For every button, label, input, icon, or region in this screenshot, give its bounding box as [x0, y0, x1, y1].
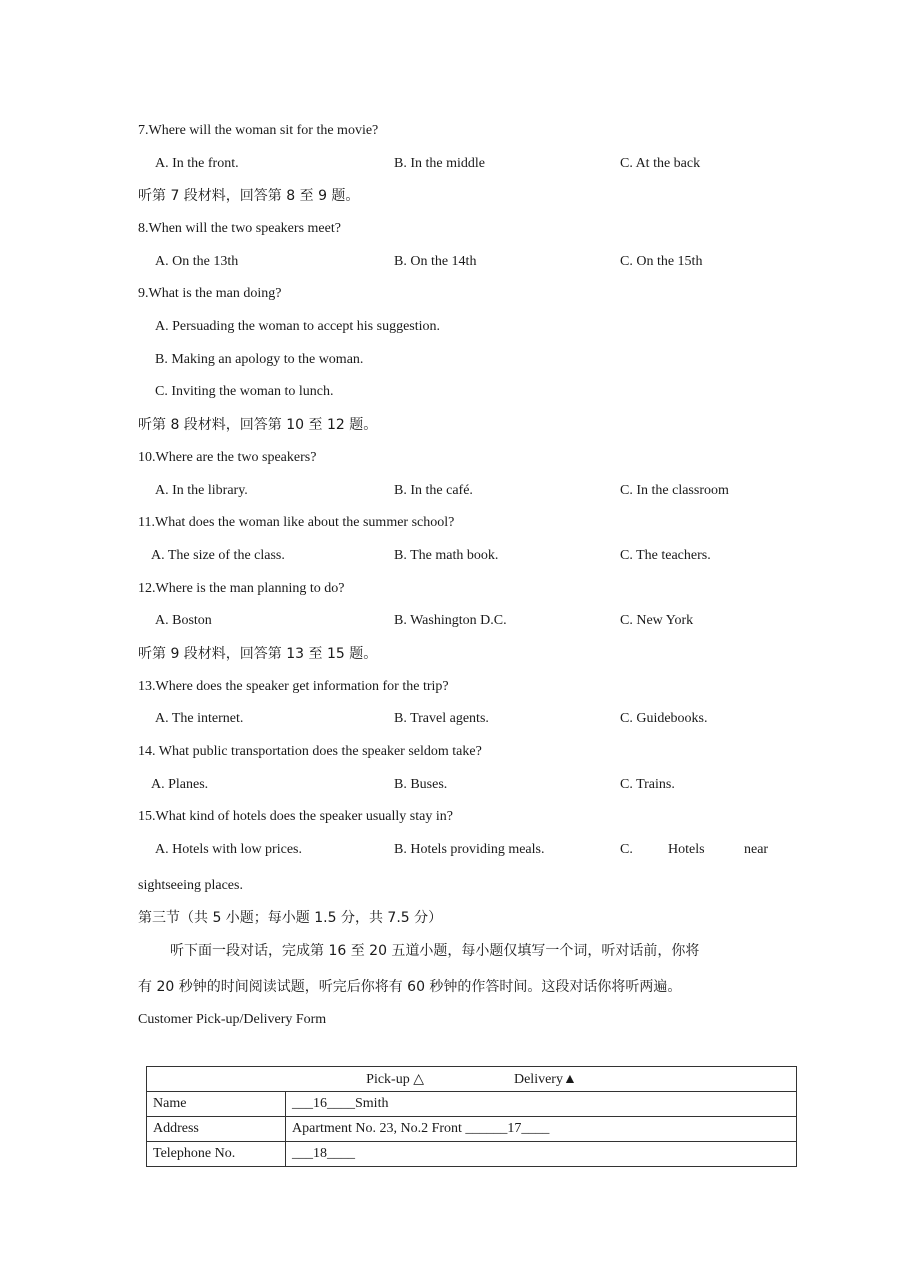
question-12-option-c: C. New York: [620, 613, 694, 628]
question-14-stem: 14. What public transportation does the speaker seldom take?: [138, 744, 482, 759]
question-13-option-a: A. The internet.: [155, 711, 244, 726]
part3-heading: 第三节（共 5 小题；每小题 1.5 分，共 7.5 分）: [138, 910, 443, 926]
question-9-option-c: C. Inviting the woman to lunch.: [155, 384, 334, 399]
table-row: [147, 1092, 797, 1117]
pickup-delivery-form-table: [146, 1066, 797, 1167]
question-9-option-a: A. Persuading the woman to accept his suggestion.: [155, 319, 441, 334]
question-8-option-c: C. On the 15th: [620, 254, 703, 269]
delivery-label: Delivery▲: [513, 1071, 577, 1087]
table-row: [147, 1142, 797, 1167]
row-value-address: Apartment No. 23, No.2 Front ______17____: [286, 1117, 797, 1142]
form-header-cell: [147, 1067, 797, 1092]
question-15-option-c-word-near: near: [744, 842, 769, 857]
question-13-stem: 13.Where does the speaker get information for the trip?: [138, 679, 449, 694]
question-15-option-b: B. Hotels providing meals.: [394, 842, 545, 857]
question-7-option-b: B. In the middle: [394, 156, 485, 171]
section-9-instruction: 听第 9 段材料，回答第 13 至 15 题。: [138, 646, 378, 662]
question-11-option-a: A. The size of the class.: [151, 548, 285, 563]
row-value-name: ___16____Smith: [286, 1092, 797, 1117]
question-11-option-b: B. The math book.: [394, 548, 499, 563]
question-8-option-a: A. On the 13th: [155, 254, 239, 269]
question-15-stem: 15.What kind of hotels does the speaker usually stay in?: [138, 809, 453, 824]
row-label-name: Name: [147, 1092, 286, 1117]
question-7-option-a: A. In the front.: [155, 156, 239, 171]
row-label-telephone: Telephone No.: [147, 1142, 286, 1167]
question-10-option-c: C. In the classroom: [620, 483, 729, 498]
question-15-option-c-continued: sightseeing places.: [138, 878, 243, 893]
question-15-option-c-letter: C.: [620, 842, 633, 857]
section-7-instruction: 听第 7 段材料，回答第 8 至 9 题。: [138, 188, 360, 204]
question-9-stem: 9.What is the man doing?: [138, 286, 282, 301]
form-title: Customer Pick-up/Delivery Form: [138, 1012, 327, 1027]
form-header-row: [147, 1067, 797, 1092]
question-8-option-b: B. On the 14th: [394, 254, 477, 269]
part3-instruction-line1: 听下面一段对话，完成第 16 至 20 五道小题，每小题仅填写一个词，听对话前，你将: [170, 943, 700, 959]
section-8-instruction: 听第 8 段材料，回答第 10 至 12 题。: [138, 417, 378, 433]
question-13-option-c: C. Guidebooks.: [620, 711, 708, 726]
question-15-option-c-word-hotels: Hotels: [668, 842, 705, 857]
pickup-label: Pick-up △: [366, 1071, 424, 1087]
question-12-option-a: A. Boston: [155, 613, 212, 628]
question-8-stem: 8.When will the two speakers meet?: [138, 221, 341, 236]
question-12-option-b: B. Washington D.C.: [394, 613, 507, 628]
part3-instruction-line2: 有 20 秒钟的时间阅读试题，听完后你将有 60 秒钟的作答时间。这段对话你将听两遍。: [138, 979, 682, 995]
question-9-option-b: B. Making an apology to the woman.: [155, 352, 364, 367]
question-11-option-c: C. The teachers.: [620, 548, 711, 563]
question-14-option-c: C. Trains.: [620, 777, 675, 792]
row-value-telephone: ___18____: [286, 1142, 797, 1167]
question-13-option-b: B. Travel agents.: [394, 711, 489, 726]
table-row: [147, 1117, 797, 1142]
question-14-option-b: B. Buses.: [394, 777, 448, 792]
question-11-stem: 11.What does the woman like about the summer school?: [138, 515, 455, 530]
row-label-address: Address: [147, 1117, 286, 1142]
question-14-option-a: A. Planes.: [151, 777, 209, 792]
question-7-stem: 7.Where will the woman sit for the movie?: [138, 123, 379, 138]
question-15-option-a: A. Hotels with low prices.: [155, 842, 302, 857]
question-10-option-a: A. In the library.: [155, 483, 248, 498]
question-10-stem: 10.Where are the two speakers?: [138, 450, 317, 465]
question-7-option-c: C. At the back: [620, 156, 701, 171]
question-10-option-b: B. In the café.: [394, 483, 473, 498]
question-12-stem: 12.Where is the man planning to do?: [138, 581, 345, 596]
